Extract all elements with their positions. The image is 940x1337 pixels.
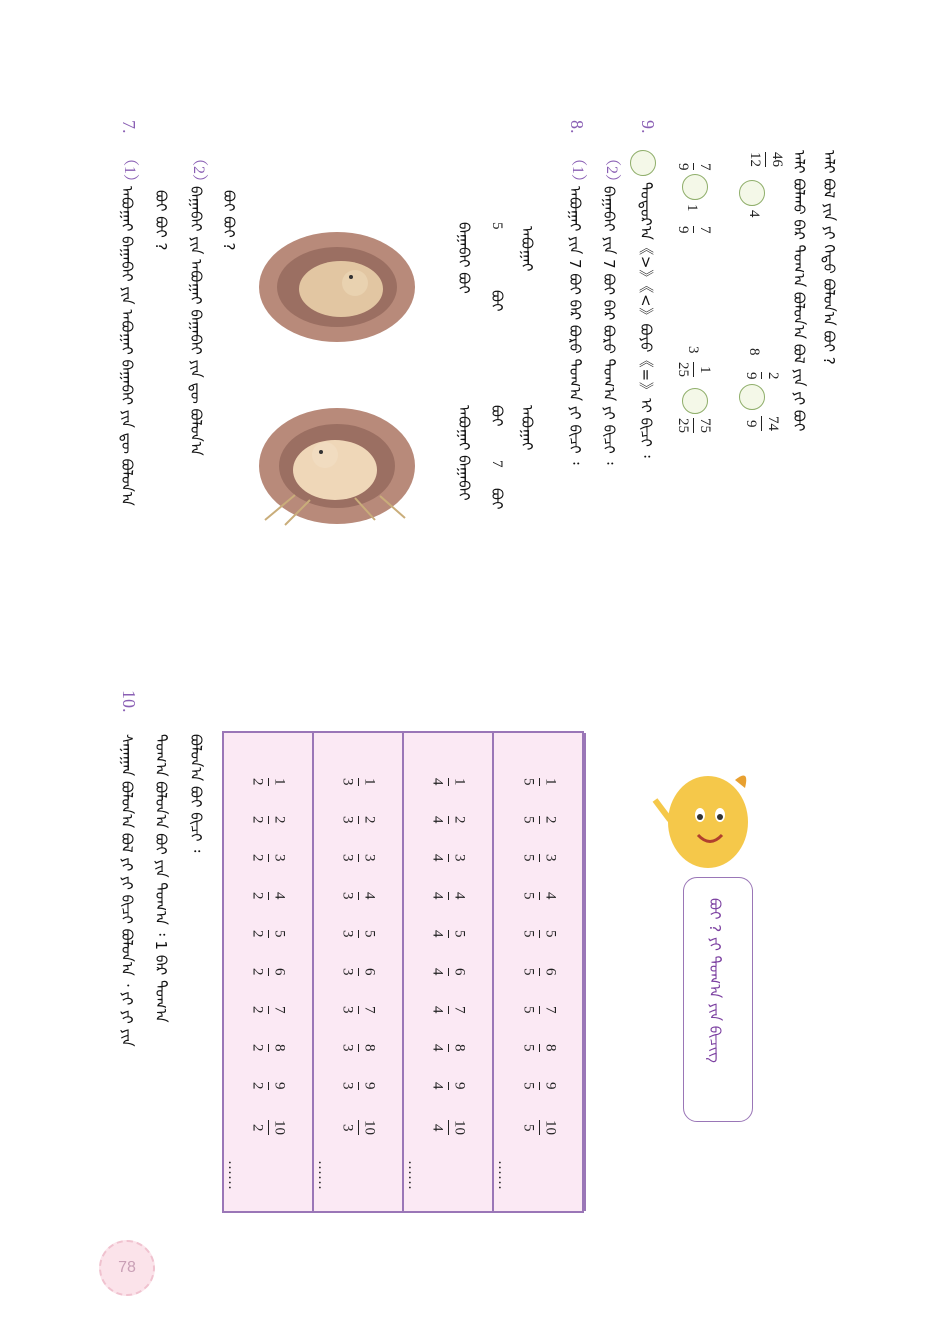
- numerator: 3: [361, 854, 378, 862]
- fraction-cell: [494, 930, 584, 938]
- fraction: [520, 854, 559, 862]
- fraction: [520, 968, 559, 976]
- right-bear-label-bottom: ᠠᠪᠤᠭᠠᠢ ᠪᠠᠭᠠᠪᠠᠢ: [455, 405, 473, 501]
- fraction-ellipsis: ……: [405, 1160, 421, 1190]
- fraction: [520, 1082, 559, 1090]
- numerator: 9: [271, 1082, 288, 1090]
- denominator: 9: [743, 371, 759, 379]
- denominator: 2: [249, 892, 266, 900]
- denominator: 4: [429, 816, 446, 824]
- fraction-cell: [314, 854, 402, 862]
- left-bear-label-bottom: ᠪᠠᠭᠠᠪᠠᠢ ᠪᠤᠢ: [455, 222, 473, 294]
- denominator: 3: [339, 1123, 356, 1132]
- comparison-2-left: [742, 364, 781, 383]
- question-9-text: ᠳᠣᠲᠣᠷ᠎ᠠ《>》《<》ᠪᠤᠶᠤ《=》ᠢ ᠪᠢᠴᠢ ᠄: [637, 182, 655, 458]
- denominator: 2: [249, 1006, 266, 1014]
- numerator: 3: [271, 854, 288, 862]
- denominator: 4: [429, 1123, 446, 1132]
- numerator: 2: [361, 816, 378, 824]
- denominator: 3: [339, 892, 356, 900]
- comparison-3-right: [674, 218, 713, 237]
- fraction: [249, 968, 288, 976]
- fraction-cell: [224, 892, 312, 900]
- question-8-1-text: ᠠᠪᠤᠭᠠᠢ ᠶᠢᠨ 7 ᠪᠤᠢ ᠪᠠᠷ ᠪᠤᠷᠤ ᠲᠣᠭ᠎ᠠ ᠶᠢ ᠪᠢᠴᠢ ᠄: [566, 186, 584, 465]
- numerator: 7: [361, 1006, 378, 1014]
- table-row-halves: [224, 733, 314, 1211]
- comparison-1: [746, 152, 785, 167]
- comparison-2-whole: 8: [746, 348, 762, 356]
- numerator: 8: [542, 1044, 559, 1052]
- numerator: 2: [271, 816, 288, 824]
- denominator: 5: [520, 854, 537, 862]
- fraction-cell: [404, 968, 492, 976]
- fraction-cell: [314, 1120, 402, 1135]
- fraction-cell: [224, 778, 312, 786]
- comparison-3-left: [674, 155, 713, 174]
- fraction: [429, 892, 468, 900]
- fraction: [429, 816, 468, 824]
- question-7-2-tail: ᠪᠤᠢ ᠪᠤᠢ ?: [220, 190, 238, 251]
- fraction-cell: [404, 930, 492, 938]
- fraction: [339, 1120, 378, 1135]
- question-10-text-3: ᠪᠤᠯᠤᠨ᠎ᠠ ᠪᠤᠢ ᠪᠢᠴᠢ ᠄: [187, 734, 205, 853]
- numerator: 7: [542, 1006, 559, 1014]
- right-bear-value: 7: [489, 460, 505, 468]
- denominator: 2: [249, 778, 266, 786]
- table-row-quarters-fifths: [494, 733, 586, 1211]
- mascot-potato: [650, 760, 760, 880]
- fraction: [520, 892, 559, 900]
- denominator: 5: [520, 1123, 537, 1132]
- fraction-cell: [494, 1006, 584, 1014]
- numerator: 10: [542, 1120, 559, 1135]
- numerator: 8: [361, 1044, 378, 1052]
- numerator: 3: [451, 854, 468, 862]
- fraction: [520, 816, 559, 824]
- numerator: 9: [542, 1082, 559, 1090]
- fraction: [520, 1006, 559, 1014]
- fraction-cell: [314, 816, 402, 824]
- denominator: 5: [520, 892, 537, 900]
- denominator: 4: [429, 854, 446, 862]
- fraction: [429, 930, 468, 938]
- denominator: 5: [520, 968, 537, 976]
- numerator: 4: [361, 892, 378, 900]
- denominator: 4: [429, 1044, 446, 1052]
- table-row-fourths: [404, 733, 494, 1211]
- fraction-cell: [494, 854, 584, 862]
- fraction-cell: [314, 1044, 402, 1052]
- fraction: [249, 1044, 288, 1052]
- question-10-number: 10.: [119, 690, 139, 713]
- answer-circle-legend: [630, 150, 656, 176]
- numerator: 2: [542, 816, 559, 824]
- comparison-4-left: [674, 362, 713, 381]
- numerator: 7: [451, 1006, 468, 1014]
- fraction: [339, 816, 378, 824]
- bear-illustration-right: [255, 400, 420, 530]
- denominator: 5: [520, 1082, 537, 1090]
- fraction-cell: [314, 892, 402, 900]
- fraction: [249, 854, 288, 862]
- numerator: 75: [697, 418, 713, 433]
- fraction: [520, 778, 559, 786]
- question-9-number: 9.: [638, 120, 658, 134]
- fraction-ellipsis: ……: [315, 1160, 331, 1190]
- fraction-cell: [314, 778, 402, 786]
- numerator: 4: [542, 892, 559, 900]
- table-row-thirds: [314, 733, 404, 1211]
- numerator: 5: [361, 930, 378, 938]
- denominator: 4: [429, 930, 446, 938]
- numerator: 5: [271, 930, 288, 938]
- fraction-cell: [494, 1120, 584, 1135]
- top-line-1: ᠠᠯᠢ ᠪᠤᠯ ᠶᠢᠨ ᠶᠢ ᠬᠡᠳᠦ ᠪᠤᠯᠤᠨ᠎ᠠ ᠪᠤᠢ ?: [820, 150, 838, 365]
- fraction-cell: [314, 968, 402, 976]
- bear-illustration-left: [255, 225, 420, 345]
- comparison-circle-2[interactable]: [739, 384, 765, 410]
- fraction: [429, 1044, 468, 1052]
- fraction: [339, 1006, 378, 1014]
- fraction-cell: [314, 1082, 402, 1090]
- fraction: [429, 968, 468, 976]
- right-bear-label-top: ᠠᠪᠤᠭᠠᠢ: [518, 405, 536, 451]
- denominator: 3: [339, 854, 356, 862]
- denominator: 2: [249, 1123, 266, 1132]
- speech-bubble: [683, 877, 753, 1122]
- comparison-4-right: [674, 418, 713, 437]
- numerator: 9: [361, 1082, 378, 1090]
- numerator: 74: [765, 415, 781, 431]
- fraction-cell: [494, 1044, 584, 1052]
- comparison-4-whole: 3: [685, 346, 701, 354]
- speech-bubble-text: ᠪᠤᠢ ? ᠶᠢ ᠲᠣᠭ᠎ᠠ ᠶᠢᠨ ᠪᠢᠴᠢᠭ: [706, 898, 724, 1063]
- numerator: 1: [542, 778, 559, 786]
- right-bear-unit: ᠪᠤᠢ: [488, 488, 506, 510]
- denominator: 5: [520, 1044, 537, 1052]
- numerator: 7: [697, 225, 713, 233]
- fraction-cell: [404, 1006, 492, 1014]
- fraction-cell: [404, 892, 492, 900]
- numerator: 6: [542, 968, 559, 976]
- fraction-cell: [224, 1120, 312, 1135]
- numerator: 6: [271, 968, 288, 976]
- denominator: 4: [429, 1082, 446, 1090]
- denominator: 3: [339, 1082, 356, 1090]
- fraction: [249, 930, 288, 938]
- top-line-2: ᠠᠯᠢ ᠪᠤᠯᠬᠤ ᠪᠠᠷ ᠲᠣᠭ᠎ᠠ ᠪᠤᠯᠤᠨ᠎ᠠ ᠪᠤᠯ ᠶᠢᠨ ᠶᠢ ᠪᠤᠢ: [790, 150, 808, 432]
- left-bear-label-top: ᠠᠪᠤᠭᠠᠢ: [518, 226, 536, 272]
- fraction-cell: [404, 816, 492, 824]
- numerator: 8: [451, 1044, 468, 1052]
- comparison-2-right: [742, 412, 781, 431]
- fraction: [249, 778, 288, 786]
- comparison-circle-3[interactable]: [682, 174, 708, 200]
- fraction-cell: [224, 1044, 312, 1052]
- numerator: 2: [451, 816, 468, 824]
- denominator: 4: [429, 778, 446, 786]
- fraction-ellipsis: ……: [225, 1160, 241, 1190]
- fraction-cell: [494, 968, 584, 976]
- denominator: 2: [249, 968, 266, 976]
- denominator: 25: [675, 418, 691, 433]
- fraction: [249, 1120, 288, 1135]
- denominator: 5: [520, 778, 537, 786]
- fraction: [249, 1082, 288, 1090]
- fraction-table: [222, 731, 584, 1213]
- left-bear-unit: ᠪᠤᠢ: [488, 290, 506, 312]
- numerator: 1: [451, 778, 468, 786]
- denominator: 2: [249, 816, 266, 824]
- fraction: [339, 1044, 378, 1052]
- fraction-cell: [494, 892, 584, 900]
- denominator: 9: [675, 162, 691, 170]
- page-number-text: 78: [118, 1259, 136, 1276]
- denominator: 2: [249, 1044, 266, 1052]
- comparison-circle-1[interactable]: [739, 180, 765, 206]
- fraction: [339, 930, 378, 938]
- question-8-2-text: ᠪᠠᠭᠠᠪᠠᠢ ᠶᠢᠨ 7 ᠪᠤᠢ ᠪᠠᠷ ᠪᠤᠷᠤ ᠲᠣᠭ᠎ᠠ ᠶᠢ ᠪᠢᠴᠢ ᠄: [600, 186, 618, 465]
- numerator: 3: [542, 854, 559, 862]
- fraction: [429, 1006, 468, 1014]
- numerator: 5: [451, 930, 468, 938]
- denominator: 3: [339, 968, 356, 976]
- fraction: [339, 778, 378, 786]
- fraction: [429, 854, 468, 862]
- comparison-whole: 4: [746, 210, 762, 218]
- denominator: 3: [339, 1006, 356, 1014]
- fraction: [339, 892, 378, 900]
- numerator: 6: [451, 968, 468, 976]
- denominator: 9: [675, 225, 691, 233]
- question-7-1-label: （1）: [121, 150, 138, 190]
- denominator: 3: [339, 778, 356, 786]
- fraction: [429, 778, 468, 786]
- numerator: 1: [697, 365, 713, 374]
- fraction-cell: [494, 778, 584, 786]
- question-8-number: 8.: [567, 120, 587, 134]
- numerator: 2: [765, 371, 781, 379]
- fraction: [520, 1044, 559, 1052]
- numerator: 10: [451, 1120, 468, 1135]
- numerator: 7: [271, 1006, 288, 1014]
- numerator: 4: [271, 892, 288, 900]
- fraction: [249, 1006, 288, 1014]
- denominator: 3: [339, 1044, 356, 1052]
- comparison-3-whole: 1: [684, 204, 700, 212]
- denominator: 4: [429, 892, 446, 900]
- fraction-cell: [224, 816, 312, 824]
- question-7-number: 7.: [119, 120, 139, 134]
- numerator: 4: [451, 892, 468, 900]
- fraction: [429, 1120, 468, 1135]
- denominator: 3: [339, 930, 356, 938]
- fraction: [520, 930, 559, 938]
- numerator: 10: [361, 1120, 378, 1135]
- numerator: 10: [271, 1120, 288, 1135]
- fraction-cell: [224, 1006, 312, 1014]
- fraction-cell: [404, 1044, 492, 1052]
- fraction-cell: [314, 930, 402, 938]
- question-10-text: ᠰᠠᠨᠠᠭᠠᠨ ᠪᠤᠯᠤᠨ᠎ᠠ ᠪᠤᠯ ᠶᠢ ᠶᠢ ᠪᠢᠴᠢ ᠪᠤᠯᠤᠨ᠎ᠠ ᠂ ᠶᠢ ᠶᠢ ᠶᠢᠨ: [118, 734, 136, 1047]
- numerator: 46: [769, 152, 785, 167]
- denominator: 25: [675, 362, 691, 377]
- denominator: 4: [429, 968, 446, 976]
- numerator: 6: [361, 968, 378, 976]
- denominator: 5: [520, 1006, 537, 1014]
- numerator: 8: [271, 1044, 288, 1052]
- fraction: [249, 892, 288, 900]
- question-8-1-label: （1）: [569, 150, 586, 190]
- denominator: 2: [249, 930, 266, 938]
- page-number: [99, 1240, 155, 1296]
- fraction: [339, 968, 378, 976]
- fraction-ellipsis: ……: [495, 1160, 511, 1190]
- fraction: [746, 152, 785, 167]
- denominator: 2: [249, 854, 266, 862]
- question-7-2-text: ᠪᠠᠭᠠᠪᠠᠢ ᠶᠢᠨ ᠠᠪᠤᠭᠠᠢ ᠪᠠᠭᠠᠪᠠᠢ ᠶᠢᠨ ᠳᠦ ᠪᠤᠯᠤᠨ᠎ᠠ: [187, 186, 205, 456]
- fraction-cell: [224, 854, 312, 862]
- fraction-cell: [404, 778, 492, 786]
- fraction-cell: [494, 816, 584, 824]
- question-7-1-text: ᠠᠪᠤᠭᠠᠢ ᠪᠠᠭᠠᠪᠠᠢ ᠶᠢᠨ ᠠᠪᠤᠭᠠᠢ ᠪᠠᠭᠠᠪᠠᠢ ᠶᠢᠨ ᠳᠦ ᠪᠤᠯᠤᠨ᠎ᠠ: [118, 186, 136, 506]
- fraction-cell: [404, 854, 492, 862]
- denominator: 5: [520, 816, 537, 824]
- denominator: 4: [429, 1006, 446, 1014]
- fraction-cell: [314, 1006, 402, 1014]
- fraction: [249, 816, 288, 824]
- fraction: [339, 1082, 378, 1090]
- denominator: 3: [339, 816, 356, 824]
- left-bear-value: 5: [489, 222, 505, 230]
- denominator: 5: [520, 930, 537, 938]
- denominator: 2: [249, 1082, 266, 1090]
- numerator: 1: [361, 778, 378, 786]
- fraction-cell: [224, 930, 312, 938]
- fraction: [429, 1082, 468, 1090]
- numerator: 5: [542, 930, 559, 938]
- right-bear-mid: ᠪᠤᠢ: [488, 405, 506, 427]
- denominator: 12: [747, 152, 763, 167]
- fraction-cell: [494, 1082, 584, 1090]
- fraction-cell: [224, 968, 312, 976]
- question-7-2-label: （2）: [190, 150, 207, 190]
- fraction: [520, 1120, 559, 1135]
- fraction-cell: [404, 1120, 492, 1135]
- fraction: [339, 854, 378, 862]
- question-7-2-continuation: ᠪᠤᠢ ᠪᠤᠢ ?: [152, 190, 170, 251]
- denominator: 9: [743, 419, 759, 427]
- comparison-circle-4[interactable]: [682, 388, 708, 414]
- numerator: 7: [697, 162, 713, 170]
- fraction-cell: [224, 1082, 312, 1090]
- numerator: 1: [271, 778, 288, 786]
- question-10-text-2: ᠲᠣᠭ᠎ᠠ ᠪᠤᠯᠤᠨ᠎ᠠ ᠪᠤᠢ ᠶᠢᠨ ᠲᠣᠭ᠎ᠠ ᠄ 1 ᠪᠠᠷ ᠲᠣᠭ᠎ᠠ: [152, 734, 170, 1023]
- numerator: 9: [451, 1082, 468, 1090]
- question-8-2-label: （2）: [603, 150, 620, 190]
- fraction-cell: [404, 1082, 492, 1090]
